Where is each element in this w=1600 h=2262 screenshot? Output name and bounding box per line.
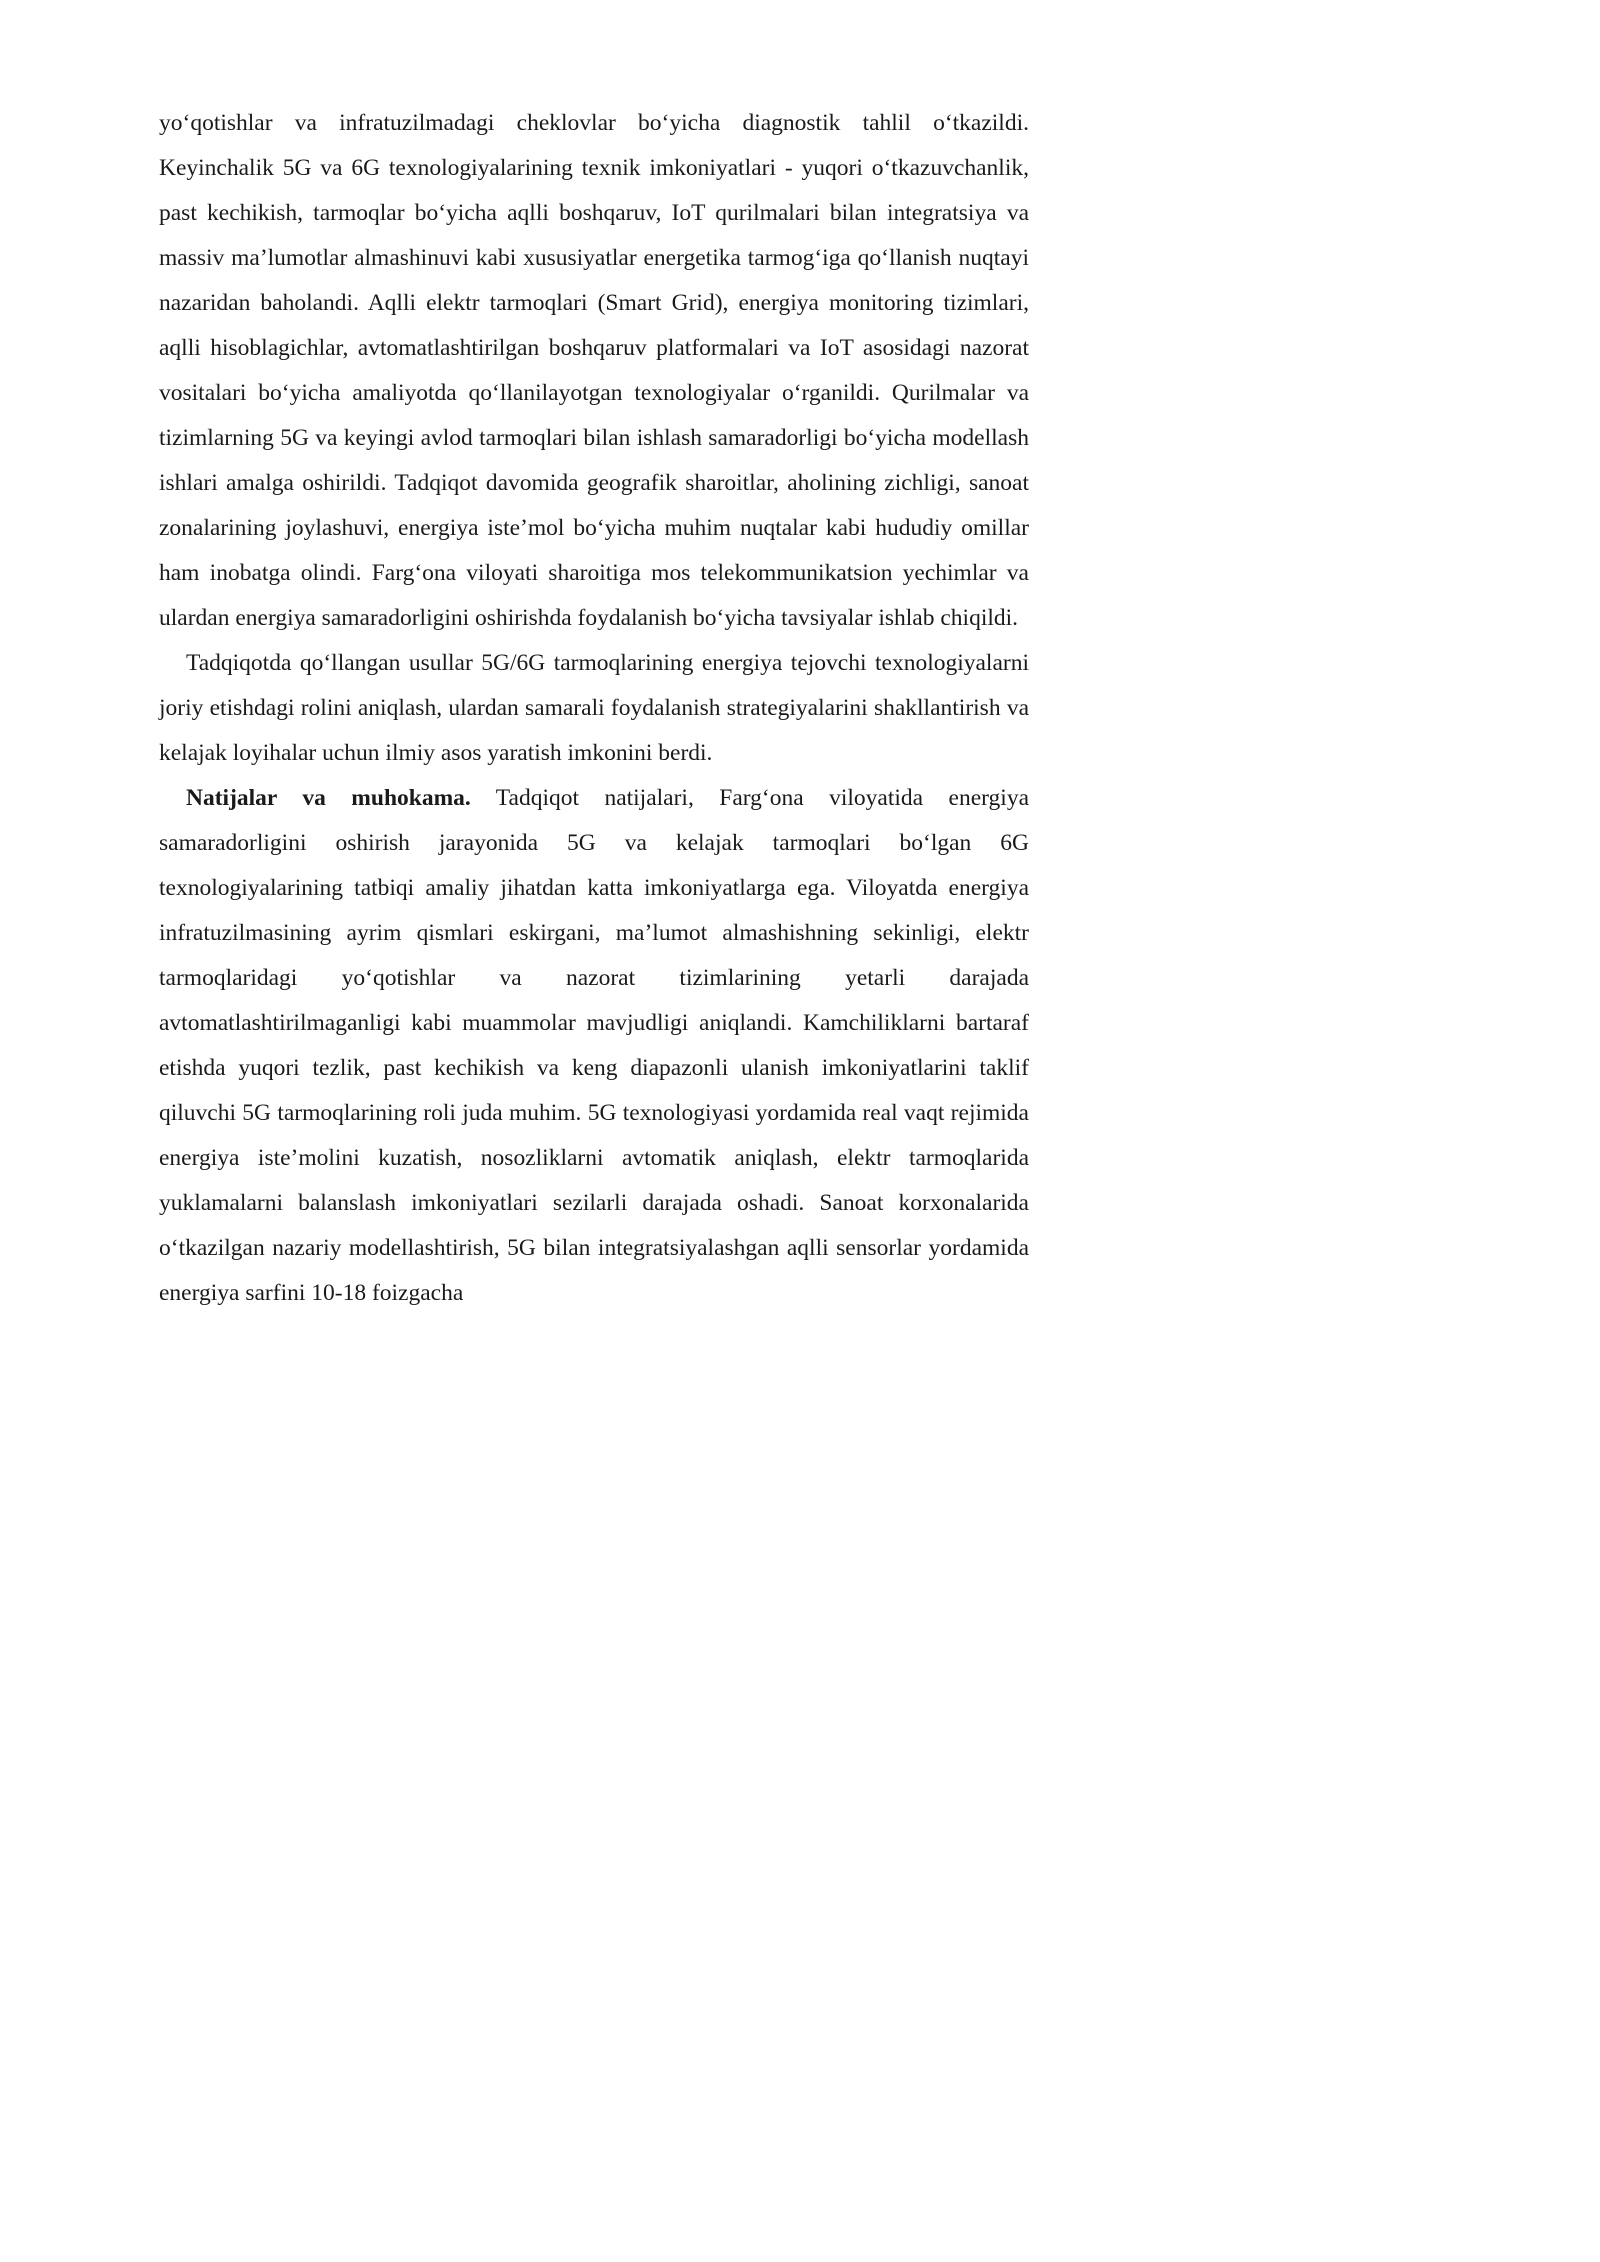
paragraph-methods-summary: Tadqiqotda qo‘llangan usullar 5G/6G tarmoqlarining energiya tejovchi texnologiyalarni joriy etishdagi rolini aniqlash, ulardan samarali foydalanish strategiyalarini shakllantirish va kelajak loyihalar uchun ilmiy asos yaratish imkonini berdi. xyxy=(159,650,1029,766)
document-page xyxy=(159,101,1029,1316)
paragraph-results-text: Tadqiqot natijalari, Farg‘ona viloyatida energiya samaradorligini oshirish jarayonida 5G va kelajak tarmoqlari bo‘lgan 6G texnologiyalarining tatbiqi amaliy jihatdan katta imkoniyatlarga ega. Viloyatda energiya infratuzilmasining ayrim qismlari eskirgani, ma’lumot almashishning sekinligi, elektr tarmoqlaridagi yo‘qotishlar va nazorat tizimlarining yetarli darajada avtomatlashtirilmaganligi kabi muammolar mavjudligi aniqlandi. Kamchiliklarni bartaraf etishda yuqori tezlik, past kechikish va keng diapazonli ulanish imkoniyatlarini taklif qiluvchi 5G tarmoqlarining roli juda muhim. 5G texnologiyasi yordamida real vaqt rejimida energiya iste’molini kuzatish, nosozliklarni avtomatik aniqlash, elektr tarmoqlarida yuklamalarni balanslash imkoniyatlari sezilarli darajada oshadi. Sanoat korxonalarida o‘tkazilgan nazariy modellashtirish, 5G bilan integratsiyalashgan aqlli sensorlar yordamida energiya sarfini 10-18 foizgacha xyxy=(159,785,1029,1306)
paragraph-results xyxy=(159,776,1029,1316)
section-heading-results: Natijalar va muhokama. xyxy=(186,785,471,811)
paragraph-methods-continued: yo‘qotishlar va infratuzilmadagi cheklovlar bo‘yicha diagnostik tahlil o‘tkazildi. Keyinchalik 5G va 6G texnologiyalarining texnik imkoniyatlari - yuqori o‘tkazuvchanlik, past kechikish, tarmoqlar bo‘yicha aqlli boshqaruv, IoT qurilmalari bilan integratsiya va massiv ma’lumotlar almashinuvi kabi xususiyatlar energetika tarmog‘iga qo‘llanish nuqtayi nazaridan baholandi. Aqlli elektr tarmoqlari (Smart Grid), energiya monitoring tizimlari, aqlli hisoblagichlar, avtomatlashtirilgan boshqaruv platformalari va IoT asosidagi nazorat vositalari bo‘yicha amaliyotda qo‘llanilayotgan texnologiyalar o‘rganildi. Qurilmalar va tizimlarning 5G va keyingi avlod tarmoqlari bilan ishlash samaradorligi bo‘yicha modellash ishlari amalga oshirildi. Tadqiqot davomida geografik sharoitlar, aholining zichligi, sanoat zonalarining joylashuvi, energiya iste’mol bo‘yicha muhim nuqtalar kabi hududiy omillar ham inobatga olindi. Farg‘ona viloyati sharoitiga mos telekommunikatsion yechimlar va ulardan energiya samaradorligini oshirishda foydalanish bo‘yicha tavsiyalar ishlab chiqildi. xyxy=(159,110,1029,631)
